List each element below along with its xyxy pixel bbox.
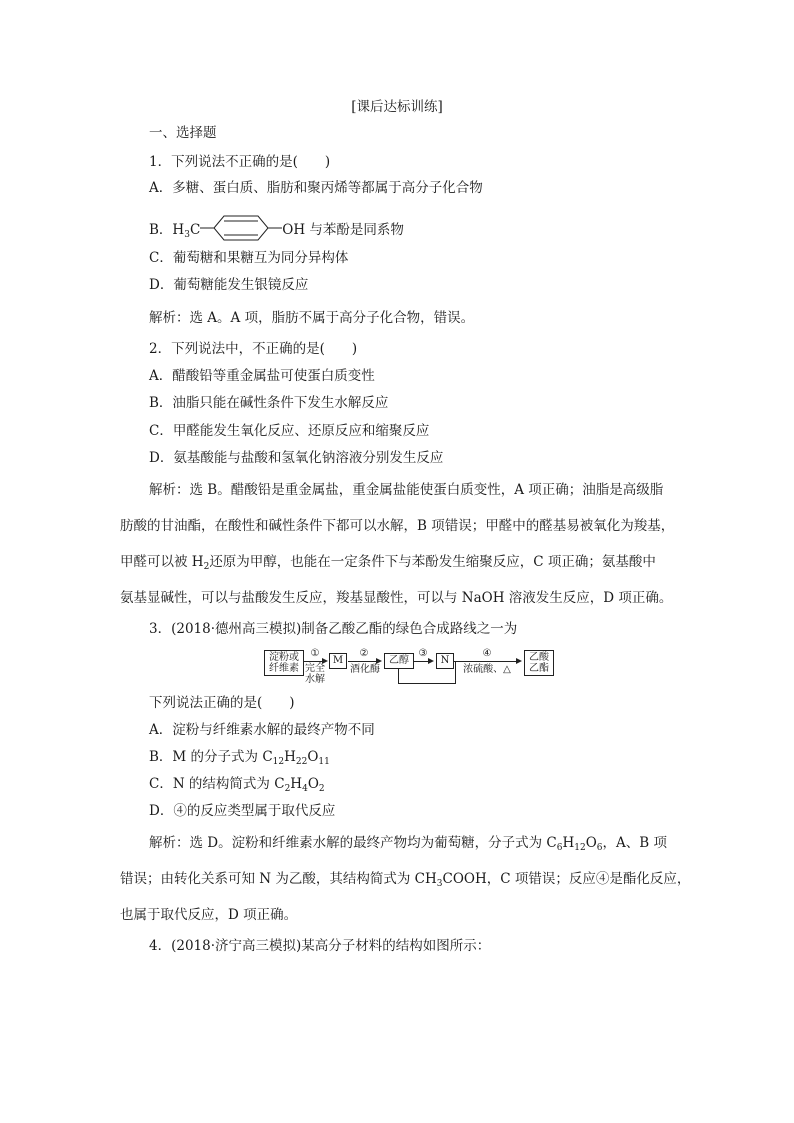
ethanol-return-down	[398, 668, 399, 683]
q2-analysis-line2: 肪酸的甘油酯，在酸性和碱性条件下都可以水解，B 项错误；甲醛中的醛基易被氧化为羧基，	[120, 518, 675, 534]
q3-option-a: A．淀粉与纤维素水解的最终产物不同	[149, 722, 375, 738]
end-box	[524, 650, 554, 676]
arrow-3	[414, 661, 428, 662]
ethanol-return-across	[398, 683, 456, 684]
q2-analysis-line4: 氨基显碱性，可以与盐酸发生反应，羧基显酸性，可以与 NaOH 溶液发生反应，D 项正确。	[120, 590, 673, 606]
n-label: N	[440, 655, 450, 666]
q3-c-o: O	[307, 776, 319, 792]
benzene-ring-icon	[200, 213, 282, 243]
start-box	[264, 650, 304, 676]
q2-option-a: A．醋酸铅等重金属盐可使蛋白质变性	[149, 368, 375, 384]
q3-b-o: O	[307, 749, 319, 765]
step4-cond: 浓硫酸、△	[463, 664, 511, 675]
end-line1: 乙酸	[529, 652, 549, 663]
q3-c-s2: 4	[302, 784, 308, 794]
q1-b-c: C	[189, 222, 201, 238]
q3-b-s3: 11	[318, 757, 330, 767]
arrowhead-3	[428, 658, 434, 664]
step1-cond1: 完全	[305, 663, 325, 674]
q2-analysis-line3	[120, 553, 656, 576]
q3-a2-part1: 错误；由转化关系可知 N 为乙酸，其结构简式为 CH	[120, 871, 437, 887]
n-box	[436, 653, 454, 669]
q3-b-s2: 22	[295, 757, 308, 767]
q1-b-oh: OH 与苯酚是同系物	[282, 222, 404, 238]
ethanol-label: 乙醇	[389, 655, 409, 666]
q1-option-b	[149, 213, 404, 244]
step3-marker: ③	[418, 648, 428, 659]
ethanol-box	[384, 653, 414, 669]
q3-c-s3: 2	[318, 784, 325, 794]
q3-c-pre: C．N 的结构简式为 C	[149, 776, 285, 792]
q4-stem: 4．(2018·济宁高三模拟)某高分子材料的结构如图所示：	[149, 938, 491, 954]
q3-a2-part2: COOH，C 项错误；反应④是酯化反应，	[442, 871, 691, 887]
step1-marker: ①	[310, 648, 320, 659]
synthesis-route-diagram	[264, 648, 564, 684]
q3-analysis-line1	[149, 834, 667, 857]
q1-b-prefix: B．H	[149, 222, 185, 238]
q3-a1-s1: 6	[556, 843, 563, 853]
m-box	[329, 653, 347, 669]
q1-option-d: D．葡萄糖能发生银镜反应	[149, 277, 309, 293]
q1-b-sub: 3	[184, 230, 190, 240]
q3-a2-sub: 3	[436, 879, 443, 889]
q3-b-pre: B．M 的分子式为 C	[149, 749, 273, 765]
step4-marker: ④	[482, 648, 492, 659]
q3-option-c	[149, 775, 325, 798]
q3-option-b	[149, 748, 330, 771]
start-line2: 纤维素	[269, 663, 299, 674]
arrow-2	[348, 661, 376, 662]
start-line1: 淀粉或	[269, 652, 299, 663]
q3-c-h: H	[290, 776, 303, 792]
q2-a3-part1: 甲醛可以被 H	[120, 554, 204, 570]
m-label: M	[332, 655, 344, 666]
end-line2: 乙酯	[529, 663, 549, 674]
step2-marker: ②	[359, 648, 369, 659]
q3-a1-h: H	[562, 835, 575, 851]
ethanol-return-up	[455, 662, 456, 684]
q2-option-b: B．油脂只能在碱性条件下发生水解反应	[149, 395, 389, 411]
q3-stem: 3．(2018·德州高三模拟)制备乙酸乙酯的绿色合成路线之一为	[149, 621, 518, 637]
q3-a1-s3: 6	[596, 843, 603, 853]
q2-a3-part2: 还原为甲醇，也能在一定条件下与苯酚发生缩聚反应，C 项正确；氨基酸中	[209, 554, 656, 570]
q3-b-s1: 12	[272, 757, 285, 767]
q2-option-d: D．氨基酸能与盐酸和氢氧化钠溶液分别发生反应	[149, 450, 444, 466]
q3-a1-s2: 12	[574, 843, 586, 853]
q3-analysis-line3: 也属于取代反应，D 项正确。	[120, 907, 298, 923]
q3-b-h: H	[284, 749, 296, 765]
q3-a1-part1: 解析：选 D。淀粉和纤维素水解的最终产物均为葡萄糖，分子式为 C	[149, 835, 557, 851]
step2-cond: 酒化酶	[350, 664, 380, 675]
page-title: [课后达标训练]	[351, 99, 443, 115]
q3-option-d: D．④的反应类型属于取代反应	[149, 803, 336, 819]
q3-analysis-line2	[120, 870, 690, 893]
q2-stem: 2．下列说法中，不正确的是( )	[149, 341, 358, 357]
step1-cond2: 水解	[305, 674, 325, 685]
q2-a3-sub: 2	[203, 562, 210, 572]
q3-c-s1: 2	[284, 784, 291, 794]
section-heading: 一、选择题	[149, 125, 217, 141]
q3-prompt: 下列说法正确的是( )	[149, 695, 295, 711]
q2-option-c: C．甲醛能发生氧化反应、还原反应和缩聚反应	[149, 423, 430, 439]
q1-option-c: C．葡萄糖和果糖互为同分异构体	[149, 250, 349, 266]
arrow-1	[304, 661, 322, 662]
q1-stem: 1．下列说法不正确的是( )	[149, 154, 331, 170]
q1-option-a: A．多糖、蛋白质、脂肪和聚丙烯等都属于高分子化合物	[149, 180, 483, 196]
q3-a1-o: O	[585, 835, 597, 851]
q3-a1-part2: ，A、B 项	[602, 835, 667, 851]
arrow-4	[454, 661, 516, 662]
q1-analysis: 解析：选 A。A 项，脂肪不属于高分子化合物，错误。	[149, 310, 475, 326]
q2-analysis-line1: 解析：选 B。醋酸铅是重金属盐，重金属盐能使蛋白质变性，A 项正确；油脂是高级脂	[149, 482, 664, 498]
